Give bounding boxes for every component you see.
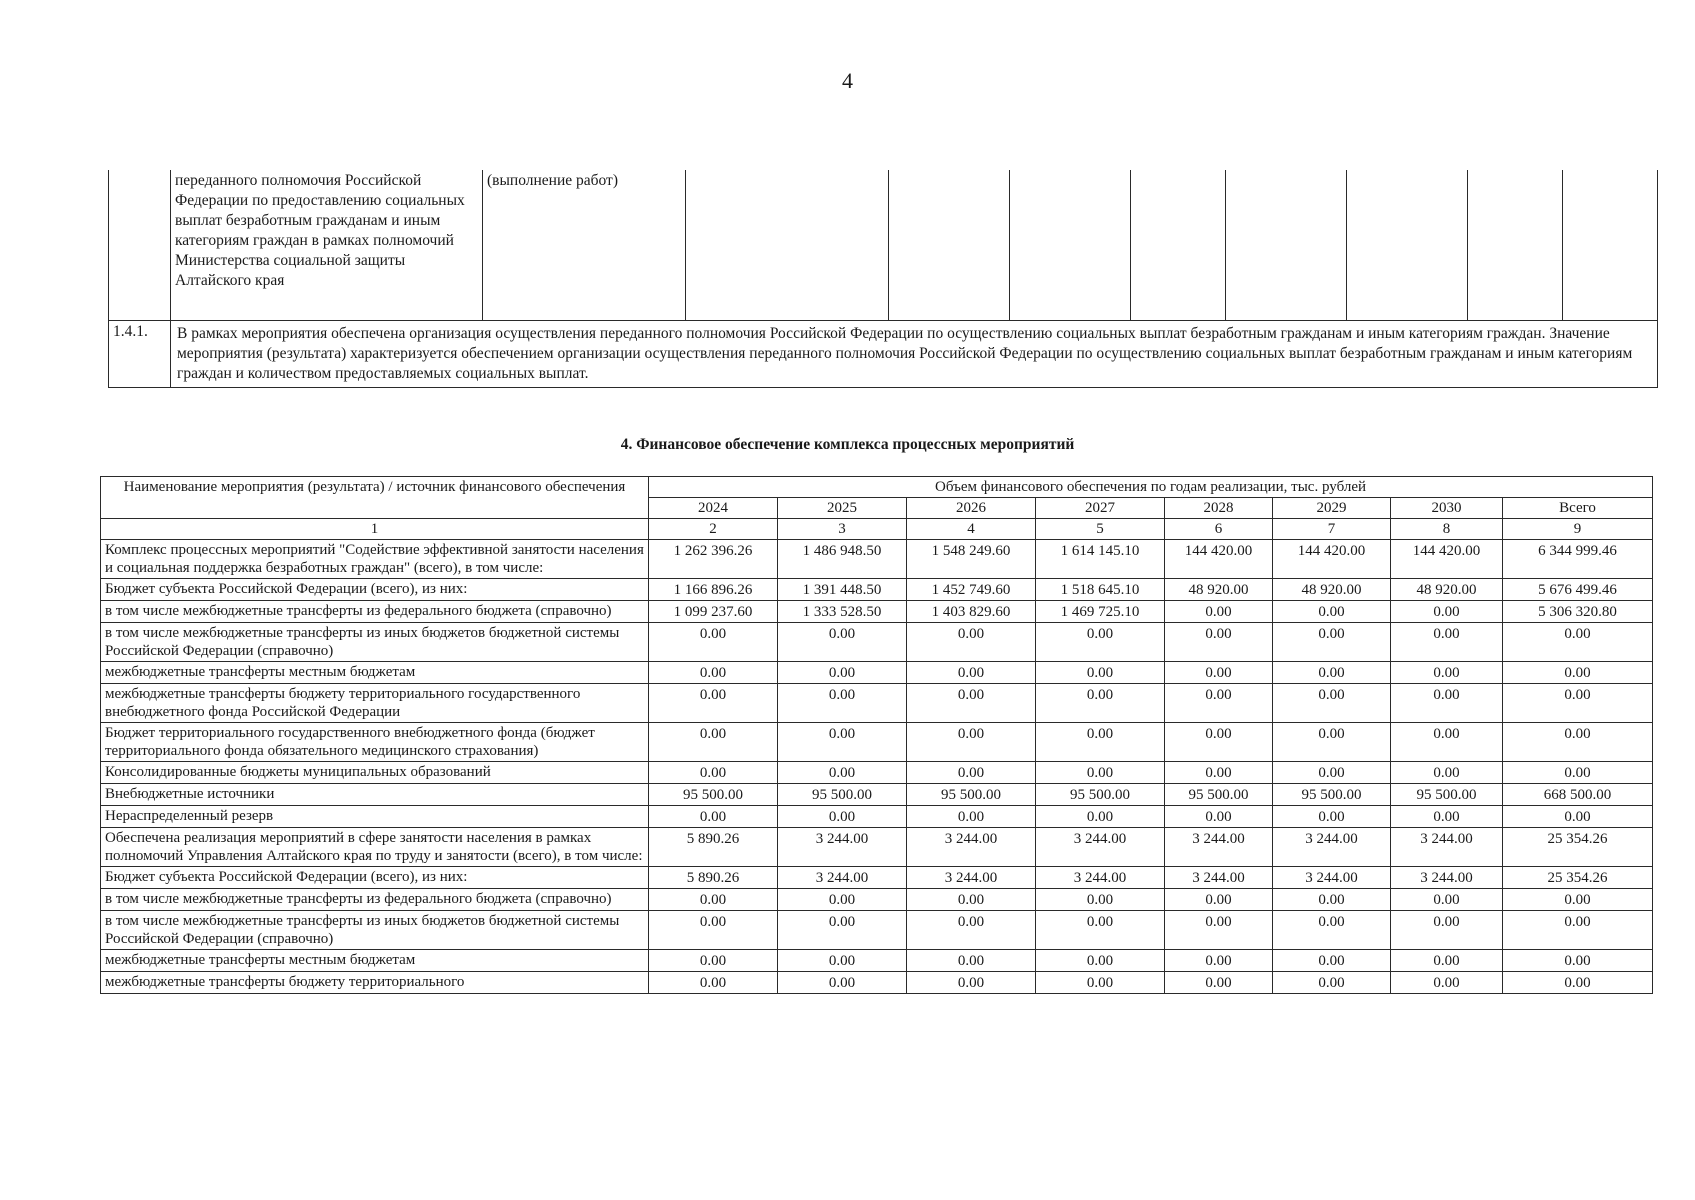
value-cell: 0.00 (1165, 806, 1273, 828)
value-cell: 0.00 (1391, 662, 1503, 684)
value-cell: 95 500.00 (1273, 784, 1391, 806)
value-cell: 0.00 (1036, 806, 1165, 828)
table-row (101, 662, 1653, 684)
value-cell: 0.00 (1165, 601, 1273, 623)
total-value-cell: 5 676 499.46 (1503, 579, 1653, 601)
activity-type-cell: (выполнение работ) (483, 170, 686, 321)
value-cell: 0.00 (778, 950, 907, 972)
value-cell: 0.00 (1273, 806, 1391, 828)
value-cell: 0.00 (907, 950, 1036, 972)
value-cell: 0.00 (778, 889, 907, 911)
page-number: 4 (842, 68, 853, 93)
row-label: межбюджетные трансферты бюджету территориального (101, 972, 649, 994)
total-value-cell: 25 354.26 (1503, 828, 1653, 867)
value-cell: 3 244.00 (1391, 867, 1503, 889)
value-cell: 0.00 (778, 972, 907, 994)
row-label: Обеспечена реализация мероприятий в сфере занятости населения в рамках полномочий Управления Алтайского края по труду и занятости (всего), в том числе: (101, 828, 649, 867)
value-cell: 0.00 (1036, 950, 1165, 972)
total-value-cell: 0.00 (1503, 662, 1653, 684)
value-cell: 0.00 (778, 806, 907, 828)
value-cell: 0.00 (1036, 972, 1165, 994)
value-cell: 0.00 (1036, 623, 1165, 662)
value-cell: 0.00 (649, 950, 778, 972)
section-title: 4. Финансовое обеспечение комплекса процессных мероприятий (620, 436, 1075, 453)
row-label: Консолидированные бюджеты муниципальных образований (101, 762, 649, 784)
value-cell: 0.00 (1273, 889, 1391, 911)
value-cell: 3 244.00 (907, 867, 1036, 889)
total-value-cell: 0.00 (1503, 972, 1653, 994)
value-cell: 3 244.00 (1273, 828, 1391, 867)
empty-cell (109, 170, 171, 321)
value-cell: 0.00 (1391, 806, 1503, 828)
value-cell: 0.00 (649, 762, 778, 784)
value-cell: 0.00 (1165, 972, 1273, 994)
table-row (101, 828, 1653, 867)
value-cell: 0.00 (649, 662, 778, 684)
value-cell: 95 500.00 (907, 784, 1036, 806)
row-label: в том числе межбюджетные трансферты из иных бюджетов бюджетной системы Российской Федерации (справочно) (101, 623, 649, 662)
value-cell: 0.00 (1273, 972, 1391, 994)
value-cell: 0.00 (1273, 623, 1391, 662)
value-cell: 1 614 145.10 (1036, 540, 1165, 579)
value-cell: 1 403 829.60 (907, 601, 1036, 623)
value-cell: 3 244.00 (1273, 867, 1391, 889)
value-cell: 0.00 (778, 662, 907, 684)
year-header: 2026 (907, 498, 1036, 519)
table-row (101, 723, 1653, 762)
value-cell: 0.00 (1391, 972, 1503, 994)
value-cell: 0.00 (1273, 684, 1391, 723)
column-number: 3 (778, 519, 907, 540)
value-cell: 3 244.00 (907, 828, 1036, 867)
table-row (101, 684, 1653, 723)
value-cell: 0.00 (1273, 601, 1391, 623)
value-cell: 1 099 237.60 (649, 601, 778, 623)
column-number: 7 (1273, 519, 1391, 540)
year-header: 2029 (1273, 498, 1391, 519)
value-cell: 0.00 (1273, 723, 1391, 762)
value-cell: 5 890.26 (649, 867, 778, 889)
total-header: Всего (1503, 498, 1653, 519)
value-cell: 5 890.26 (649, 828, 778, 867)
table-row (101, 950, 1653, 972)
column-number: 4 (907, 519, 1036, 540)
empty-cell (1468, 170, 1563, 321)
value-cell: 48 920.00 (1165, 579, 1273, 601)
value-cell: 144 420.00 (1165, 540, 1273, 579)
value-cell: 95 500.00 (649, 784, 778, 806)
year-header: 2027 (1036, 498, 1165, 519)
column-number: 6 (1165, 519, 1273, 540)
value-cell: 1 518 645.10 (1036, 579, 1165, 601)
value-cell: 0.00 (1391, 911, 1503, 950)
value-cell: 3 244.00 (1036, 867, 1165, 889)
value-cell: 0.00 (1391, 762, 1503, 784)
continuation-table (108, 170, 1658, 388)
total-value-cell: 6 344 999.46 (1503, 540, 1653, 579)
row-label: в том числе межбюджетные трансферты из федерального бюджета (справочно) (101, 601, 649, 623)
year-header: 2025 (778, 498, 907, 519)
column-number: 5 (1036, 519, 1165, 540)
row-label: Внебюджетные источники (101, 784, 649, 806)
value-cell: 0.00 (1391, 889, 1503, 911)
value-cell: 0.00 (1273, 950, 1391, 972)
header-name: Наименование мероприятия (результата) / источник финансового обеспечения (101, 477, 649, 519)
empty-cell (686, 170, 889, 321)
value-cell: 0.00 (1036, 911, 1165, 950)
value-cell: 0.00 (649, 684, 778, 723)
table-row (101, 806, 1653, 828)
value-cell: 0.00 (778, 762, 907, 784)
value-cell: 0.00 (1036, 889, 1165, 911)
value-cell: 0.00 (1036, 723, 1165, 762)
value-cell: 3 244.00 (1165, 828, 1273, 867)
value-cell: 3 244.00 (1036, 828, 1165, 867)
total-value-cell: 0.00 (1503, 950, 1653, 972)
empty-cell (1226, 170, 1347, 321)
table-row (101, 762, 1653, 784)
total-value-cell: 0.00 (1503, 889, 1653, 911)
value-cell: 0.00 (907, 662, 1036, 684)
value-cell: 0.00 (1036, 684, 1165, 723)
note-number: 1.4.1. (109, 321, 171, 388)
year-header: 2028 (1165, 498, 1273, 519)
value-cell: 0.00 (1273, 911, 1391, 950)
value-cell: 1 548 249.60 (907, 540, 1036, 579)
value-cell: 0.00 (778, 684, 907, 723)
total-value-cell: 0.00 (1503, 623, 1653, 662)
value-cell: 0.00 (1391, 623, 1503, 662)
total-value-cell: 0.00 (1503, 723, 1653, 762)
row-label: в том числе межбюджетные трансферты из иных бюджетов бюджетной системы Российской Федерации (справочно) (101, 911, 649, 950)
table-row (101, 911, 1653, 950)
table-row (101, 889, 1653, 911)
value-cell: 0.00 (1036, 662, 1165, 684)
empty-cell (1010, 170, 1131, 321)
row-label: Бюджет субъекта Российской Федерации (всего), из них: (101, 867, 649, 889)
value-cell: 0.00 (778, 911, 907, 950)
row-label: межбюджетные трансферты местным бюджетам (101, 662, 649, 684)
value-cell: 0.00 (907, 762, 1036, 784)
value-cell: 0.00 (1273, 662, 1391, 684)
value-cell: 0.00 (1165, 623, 1273, 662)
total-value-cell: 5 306 320.80 (1503, 601, 1653, 623)
value-cell: 1 486 948.50 (778, 540, 907, 579)
value-cell: 95 500.00 (1391, 784, 1503, 806)
empty-cell (1131, 170, 1226, 321)
total-value-cell: 0.00 (1503, 684, 1653, 723)
row-label: в том числе межбюджетные трансферты из федерального бюджета (справочно) (101, 889, 649, 911)
value-cell: 0.00 (649, 972, 778, 994)
value-cell: 0.00 (1391, 601, 1503, 623)
value-cell: 0.00 (649, 911, 778, 950)
value-cell: 1 262 396.26 (649, 540, 778, 579)
value-cell: 144 420.00 (1391, 540, 1503, 579)
value-cell: 3 244.00 (778, 867, 907, 889)
row-label: Бюджет территориального государственного внебюджетного фонда (бюджет территориального фонда обязательного медицинского страхования) (101, 723, 649, 762)
note-text: В рамках мероприятия обеспечена организация осуществления переданного полномочия Российской Федерации по осуществлению социальных выплат безработным гражданам и иным категориям граждан. Значение мероприятия (результата) характеризуется обеспечением организации осуществления переданного полномочия Российской Федерации по осуществлению социальных выплат безработным гражданам и иным категориям граждан и количеством предоставляемых социальных выплат. (171, 321, 1658, 388)
header-group: Объем финансового обеспечения по годам реализации, тыс. рублей (649, 477, 1653, 498)
total-value-cell: 0.00 (1503, 911, 1653, 950)
value-cell: 1 452 749.60 (907, 579, 1036, 601)
value-cell: 0.00 (907, 684, 1036, 723)
activity-name-cell: переданного полномочия Российской Федерации по предоставлению социальных выплат безработным гражданам и иным категориям граждан в рамках полномочий Министерства социальной защиты Алтайского края (171, 170, 483, 321)
table-row (101, 601, 1653, 623)
value-cell: 0.00 (1165, 889, 1273, 911)
value-cell: 0.00 (1273, 762, 1391, 784)
year-header: 2030 (1391, 498, 1503, 519)
value-cell: 0.00 (649, 623, 778, 662)
value-cell: 0.00 (907, 889, 1036, 911)
empty-cell (889, 170, 1010, 321)
value-cell: 1 166 896.26 (649, 579, 778, 601)
value-cell: 0.00 (1165, 950, 1273, 972)
value-cell: 0.00 (1036, 762, 1165, 784)
value-cell: 48 920.00 (1273, 579, 1391, 601)
row-label: Бюджет субъекта Российской Федерации (всего), из них: (101, 579, 649, 601)
value-cell: 48 920.00 (1391, 579, 1503, 601)
value-cell: 0.00 (1165, 723, 1273, 762)
value-cell: 1 469 725.10 (1036, 601, 1165, 623)
table-row (101, 540, 1653, 579)
value-cell: 1 333 528.50 (778, 601, 907, 623)
value-cell: 0.00 (1165, 762, 1273, 784)
table-row (101, 972, 1653, 994)
value-cell: 0.00 (1165, 684, 1273, 723)
table-row (101, 623, 1653, 662)
total-value-cell: 0.00 (1503, 762, 1653, 784)
note-row (109, 321, 1658, 388)
table-row (101, 784, 1653, 806)
value-cell: 0.00 (778, 623, 907, 662)
total-value-cell: 25 354.26 (1503, 867, 1653, 889)
column-number: 9 (1503, 519, 1653, 540)
value-cell: 3 244.00 (1165, 867, 1273, 889)
value-cell: 0.00 (778, 723, 907, 762)
financial-table (100, 476, 1653, 994)
value-cell: 0.00 (649, 889, 778, 911)
value-cell: 0.00 (649, 723, 778, 762)
value-cell: 3 244.00 (1391, 828, 1503, 867)
empty-cell (1347, 170, 1468, 321)
empty-cell (1563, 170, 1658, 321)
value-cell: 95 500.00 (1165, 784, 1273, 806)
total-value-cell: 668 500.00 (1503, 784, 1653, 806)
value-cell: 1 391 448.50 (778, 579, 907, 601)
value-cell: 95 500.00 (778, 784, 907, 806)
total-value-cell: 0.00 (1503, 806, 1653, 828)
table-row (101, 579, 1653, 601)
value-cell: 0.00 (1391, 723, 1503, 762)
value-cell: 0.00 (1391, 950, 1503, 972)
value-cell: 95 500.00 (1036, 784, 1165, 806)
row-label: Нераспределенный резерв (101, 806, 649, 828)
header-row (101, 477, 1653, 498)
value-cell: 3 244.00 (778, 828, 907, 867)
value-cell: 0.00 (1165, 911, 1273, 950)
value-cell: 0.00 (907, 806, 1036, 828)
column-number: 2 (649, 519, 778, 540)
value-cell: 144 420.00 (1273, 540, 1391, 579)
row-label: Комплекс процессных мероприятий "Содействие эффективной занятости населения и социальная поддержка безработных граждан" (всего), в том числе: (101, 540, 649, 579)
value-cell: 0.00 (1165, 662, 1273, 684)
continuation-row (109, 170, 1658, 321)
row-label: межбюджетные трансферты бюджету территориального государственного внебюджетного фонда Российской Федерации (101, 684, 649, 723)
row-label: межбюджетные трансферты местным бюджетам (101, 950, 649, 972)
column-number: 8 (1391, 519, 1503, 540)
value-cell: 0.00 (907, 723, 1036, 762)
value-cell: 0.00 (907, 911, 1036, 950)
year-header: 2024 (649, 498, 778, 519)
table-row (101, 867, 1653, 889)
value-cell: 0.00 (907, 972, 1036, 994)
financial-table-body (101, 540, 1653, 994)
column-number: 1 (101, 519, 649, 540)
value-cell: 0.00 (1391, 684, 1503, 723)
value-cell: 0.00 (649, 806, 778, 828)
value-cell: 0.00 (907, 623, 1036, 662)
column-numbers-row (101, 519, 1653, 540)
